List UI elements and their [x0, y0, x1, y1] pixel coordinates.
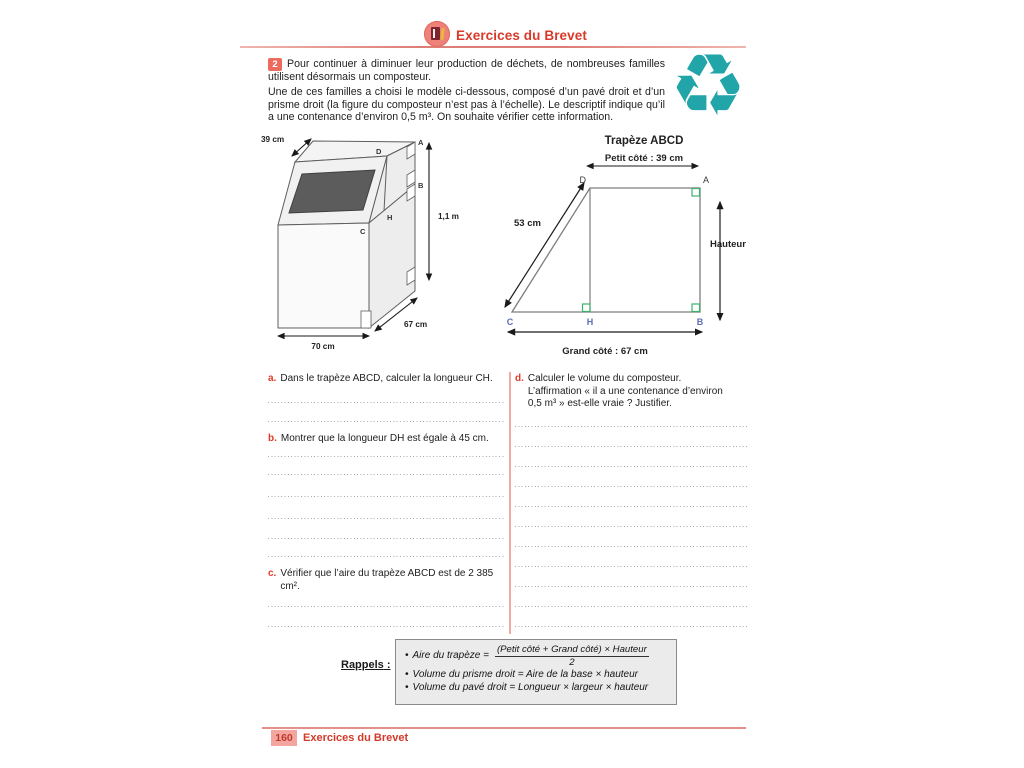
trapeze-vertex-C: C	[506, 317, 514, 327]
intro-paragraph-1	[268, 58, 665, 83]
question-b-text: Montrer que la longueur DH est égale à 45 cm.	[280, 433, 489, 444]
footer-rule	[262, 727, 746, 729]
trapeze-vertex-A: A	[703, 175, 710, 185]
answer-line	[515, 425, 747, 427]
foot-mark	[361, 311, 371, 328]
grand-cote-label: Grand côté : 67 cm	[562, 346, 648, 357]
answer-line	[515, 485, 747, 487]
questions-right-column	[515, 373, 747, 635]
question-a-letter: a.	[268, 373, 277, 384]
bullet-icon: •	[405, 668, 409, 680]
fraction-numerator: (Petit côté + Grand côté) × Hauteur	[496, 644, 647, 655]
rappels-item-pave	[405, 681, 667, 694]
trapeze-vertex-D: D	[579, 175, 586, 185]
footer-section-label: Exercices du Brevet	[303, 732, 409, 744]
answer-line	[515, 585, 747, 587]
answer-line	[515, 525, 747, 527]
right-angle-mark-A	[692, 189, 700, 197]
vertex-label-H: H	[387, 213, 393, 222]
answer-line	[268, 401, 505, 403]
bullet-icon: •	[405, 650, 409, 662]
composter-front-face	[278, 223, 369, 328]
question-a	[268, 373, 493, 386]
pencil-glyph	[440, 28, 444, 40]
composter-lid-window	[289, 170, 375, 213]
side-53cm-label: 53 cm	[514, 218, 541, 229]
exercise-intro	[268, 58, 665, 127]
question-b-letter: b.	[268, 433, 277, 444]
question-d-letter: d.	[515, 373, 524, 384]
rappels-box	[395, 639, 677, 705]
answer-line	[268, 517, 505, 519]
answer-line	[268, 473, 505, 475]
rappels-fraction	[495, 644, 649, 668]
answer-line	[515, 445, 747, 447]
fraction-denominator: 2	[569, 656, 575, 668]
vertex-label-B: B	[418, 181, 424, 190]
rappels-label-colon: :	[383, 659, 391, 671]
question-d-line1: Calculer le volume du composteur.	[527, 373, 682, 384]
answer-line	[268, 555, 505, 557]
answer-line	[268, 537, 505, 539]
intro-text-2: Une de ces familles a choisi le modèle ci-dessous, composé d’un pavé droit et d’un prisme droit (la figure du composteur n’est pas à l’échelle). Le descriptif indique qu’il a une contenance d’environ 0,5 m³. On souhaite vérifier cette information.	[268, 86, 665, 124]
trapeze-vertex-B: B	[696, 317, 704, 327]
question-c-letter: c.	[268, 568, 277, 579]
trapeze-outline	[512, 188, 700, 312]
answer-line	[268, 420, 505, 422]
petit-cote-label: Petit côté : 39 cm	[604, 153, 684, 164]
question-c-text: Vérifier que l’aire du trapèze ABCD est de 2 385 cm².	[280, 568, 494, 592]
trapeze-figure	[492, 130, 760, 365]
dim-label-67cm: 67 cm	[404, 320, 428, 329]
composter-figure	[255, 128, 487, 374]
book-page-glyph	[433, 29, 435, 38]
dim-label-1m1: 1,1 m	[438, 212, 459, 221]
answer-line	[268, 495, 505, 497]
answer-line	[515, 625, 747, 627]
question-d-line2: L’affirmation « il a une contenance d’environ	[527, 385, 723, 397]
right-angle-mark-H	[583, 304, 591, 312]
bullet-icon: •	[405, 681, 409, 693]
intro-paragraph-2	[268, 86, 665, 123]
vertex-label-A: A	[418, 138, 424, 147]
rappels-item2-text: Volume du prisme droit = Aire de la base × hauteur	[412, 668, 639, 680]
trapeze-title: Trapèze ABCD	[604, 135, 684, 147]
question-d-line3: 0,5 m³ » est-elle vraie ? Justifier.	[527, 398, 672, 410]
rappels-label-text: Rappels	[341, 659, 384, 671]
answer-line	[268, 605, 505, 607]
answer-line	[515, 605, 747, 607]
rappels-item3-text: Volume du pavé droit = Longueur × largeur × hauteur	[412, 681, 649, 693]
dim-label-70cm: 70 cm	[311, 342, 335, 351]
right-angle-mark-B	[692, 304, 700, 312]
column-divider	[509, 372, 511, 634]
trapeze-vertex-H: H	[586, 317, 594, 327]
answer-line	[515, 505, 747, 507]
answer-line	[515, 465, 747, 467]
question-b	[268, 433, 489, 446]
answer-line	[268, 455, 505, 457]
question-d	[515, 373, 723, 411]
page-number-badge: 160	[271, 730, 297, 746]
hauteur-label: Hauteur	[710, 239, 746, 250]
rappels-item1-prefix: Aire du trapèze =	[412, 650, 489, 662]
page-title: Exercices du Brevet	[456, 28, 587, 43]
brevet-book-icon	[424, 21, 450, 47]
rappels-label	[341, 659, 391, 671]
dim-label-39cm: 39 cm	[261, 135, 285, 144]
answer-line	[515, 545, 747, 547]
answer-line	[268, 625, 505, 627]
questions-left-column	[268, 373, 505, 635]
exercise-number-badge: 2	[268, 58, 282, 71]
rappels-item-aire	[405, 644, 667, 668]
answer-line	[515, 565, 747, 567]
vertex-label-D: D	[376, 147, 382, 156]
side-53cm-arrow	[505, 183, 584, 307]
recycle-icon: ♻	[669, 36, 747, 136]
question-a-text: Dans le trapèze ABCD, calculer la longueur CH.	[280, 373, 493, 384]
intro-text-1: Pour continuer à diminuer leur production de déchets, de nombreuses familles utilisent désormais un composteur.	[268, 58, 665, 83]
vertex-label-C: C	[360, 227, 366, 236]
rappels-item-prisme	[405, 668, 667, 681]
question-c	[268, 568, 505, 593]
